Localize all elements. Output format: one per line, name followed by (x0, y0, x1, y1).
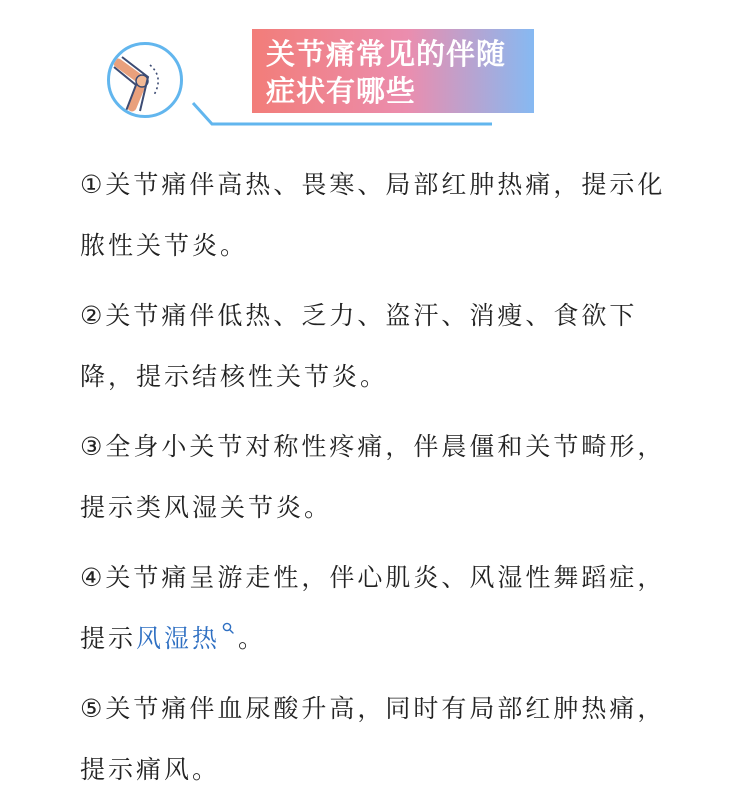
rheumatic-fever-link[interactable]: 风湿热 (136, 624, 221, 653)
list-item-text: ④关节痛呈游走性，伴心肌炎、风湿性舞蹈症，提示 (80, 563, 666, 653)
list-item-text-end: 。 (238, 624, 267, 653)
list-item: ①关节痛伴高热、畏寒、局部红肿热痛，提示化脓性关节炎。 (80, 170, 666, 260)
list-item: ⑤关节痛伴血尿酸升高，同时有局部红肿热痛，提示痛风。 (80, 694, 666, 784)
knee-joint-icon (107, 42, 183, 118)
page-title: 关节痛常见的伴随 症状有哪些 (266, 37, 507, 108)
list-item (80, 547, 680, 669)
title-banner (252, 29, 534, 113)
list-item: ③全身小关节对称性疼痛，伴晨僵和关节畸形，提示类风湿关节炎。 (80, 432, 666, 522)
search-icon[interactable] (222, 622, 234, 634)
symptom-list (80, 154, 680, 809)
list-item: ②关节痛伴低热、乏力、盗汗、消瘦、食欲下降，提示结核性关节炎。 (80, 301, 638, 391)
section-header (0, 0, 731, 140)
